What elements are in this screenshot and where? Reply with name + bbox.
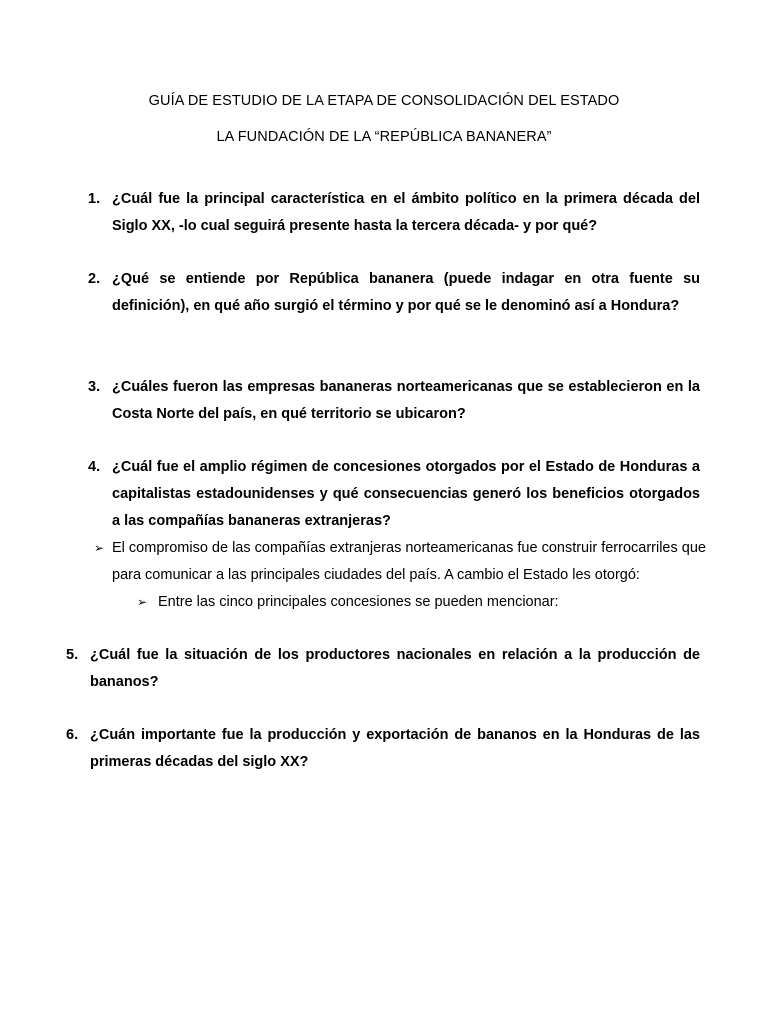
bullet-text: El compromiso de las compañías extranjeras norteamericanas fue construir ferrocarriles que para comunicar a las principales ciudades del país. A cambio el Estado les otorgó:	[112, 540, 706, 583]
question-number: 1.	[88, 191, 101, 207]
question-number: 3.	[88, 379, 101, 395]
question-3	[88, 374, 700, 428]
question-2	[88, 266, 700, 320]
question-text: ¿Cuál fue el amplio régimen de concesiones otorgados por el Estado de Honduras a capitalistas estadounidenses y qué consecuencias generó los beneficios otorgados a las compañías bananeras extranjeras?	[112, 459, 700, 529]
question-number: 5.	[66, 647, 79, 663]
question-6	[66, 722, 700, 776]
bullet-text: Entre las cinco principales concesiones se pueden mencionar:	[158, 594, 559, 610]
arrow-bullet-icon: ➢	[94, 541, 105, 555]
question-text: ¿Qué se entiende por República bananera (puede indagar en otra fuente su definición), en qué año surgió el término y por qué se le denominó así a Hondura?	[112, 271, 700, 314]
bullet-item-2	[137, 589, 698, 616]
arrow-bullet-icon: ➢	[137, 595, 148, 609]
question-number: 2.	[88, 271, 101, 287]
document-title: GUÍA DE ESTUDIO DE LA ETAPA DE CONSOLIDACIÓN DEL ESTADO	[148, 93, 620, 109]
question-4	[88, 454, 700, 535]
question-text: ¿Cuáles fueron las empresas bananeras norteamericanas que se establecieron en la Costa Norte del país, en qué territorio se ubicaron?	[112, 379, 700, 422]
question-text: ¿Cuál fue la situación de los productores nacionales en relación a la producción de bananos?	[90, 647, 700, 690]
question-1	[88, 186, 700, 240]
question-text: ¿Cuál fue la principal característica en el ámbito político en la primera década del Siglo XX, -lo cual seguirá presente hasta la tercera década- y por qué?	[112, 191, 700, 234]
question-number: 4.	[88, 459, 101, 475]
document-subtitle: LA FUNDACIÓN DE LA “REPÚBLICA BANANERA”	[216, 129, 552, 145]
question-text: ¿Cuán importante fue la producción y exportación de bananos en la Honduras de las primeras décadas del siglo XX?	[90, 727, 700, 770]
bullet-item-1	[94, 535, 712, 589]
question-5	[66, 642, 700, 696]
question-number: 6.	[66, 727, 79, 743]
